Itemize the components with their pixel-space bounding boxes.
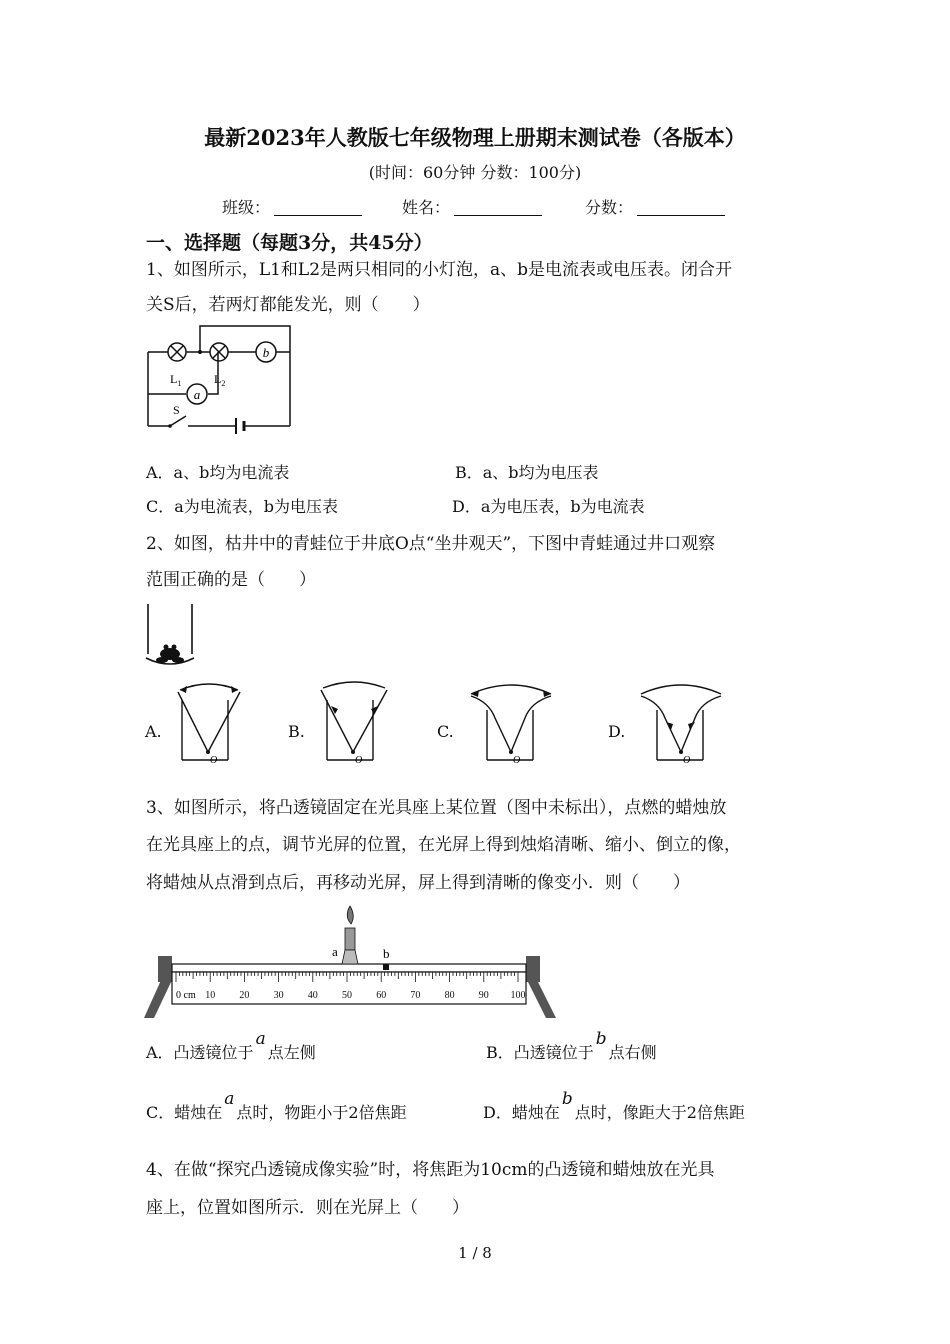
ruler-tick-label: 30 [273, 990, 284, 1001]
frog-well-figure [140, 600, 200, 672]
well-diagram-c [465, 680, 565, 765]
meter-a-label: a [193, 387, 201, 402]
q1-option-c[interactable]: C．a为电流表，b为电压表 [146, 497, 339, 516]
point-o-label: O [210, 755, 218, 765]
name-blank[interactable] [454, 199, 542, 216]
q1-line2: 关S后，若两灯都能发光，则（ ） [146, 295, 430, 315]
well-diagram-b [315, 680, 395, 765]
q3-option-b[interactable]: B．凸透镜位于b点右侧 [486, 1029, 657, 1062]
class-label: 班级： [222, 198, 271, 217]
q3-line2: 在光具座上的点，调节光屏的位置，在光屏上得到烛焰清晰、缩小、倒立的像， [146, 835, 741, 855]
q1-line1: 1、如图所示，L1和L2是两只相同的小灯泡，a、b是电流表或电压表。闭合开 [146, 260, 733, 280]
name-field [402, 195, 542, 218]
class-blank[interactable] [274, 199, 362, 216]
q1-option-b[interactable]: B．a、b均为电压表 [455, 463, 599, 482]
q4-line1: 4、在做“探究凸透镜成像实验”时，将焦距为10cm的凸透镜和蜡烛放在光具 [146, 1160, 715, 1180]
lamp1-label: $L_1$ [170, 372, 182, 388]
score-blank[interactable] [637, 199, 725, 216]
q3-line3: 将蜡烛从点滑到点后，再移动光屏，屏上得到清晰的像变小．则（ ） [146, 873, 690, 893]
ruler-tick-label: 90 [478, 990, 489, 1001]
ruler-tick-label: 50 [342, 990, 352, 1001]
q1-option-d[interactable]: D．a为电压表，b为电流表 [452, 497, 645, 516]
q3-option-d[interactable]: D．蜡烛在b点时，像距大于2倍焦距 [483, 1089, 745, 1122]
q2-option-a[interactable]: A. [145, 722, 162, 741]
lamp2-label: $L_2$ [214, 372, 226, 388]
ruler-tick-label: 70 [410, 990, 421, 1001]
well-diagram-d [635, 680, 735, 765]
mark-a-label: a [332, 944, 338, 959]
exam-subtitle: (时间：60分钟 分数：100分) [368, 163, 582, 182]
q2-option-c[interactable]: C. [437, 722, 454, 741]
optical-bench-figure [140, 900, 560, 1020]
q4-line2: 座上，位置如图所示．则在光屏上（ ） [146, 1198, 469, 1218]
well-diagram-a [170, 680, 250, 765]
page-number: 1 / 8 [458, 1244, 492, 1262]
ruler-tick-label: 10 [205, 990, 216, 1001]
section-heading: 一、选择题（每题3分，共45分） [146, 232, 433, 254]
page-title: 最新2023年人教版七年级物理上册期末测试卷（各版本） [204, 125, 746, 150]
ruler-tick-label: 60 [376, 990, 387, 1001]
q3-option-c[interactable]: C．蜡烛在a点时，物距小于2倍焦距 [146, 1089, 407, 1122]
name-label: 姓名： [402, 198, 451, 217]
point-o-label: O [513, 755, 521, 765]
q2-line2: 范围正确的是（ ） [146, 570, 316, 590]
ruler-tick-label: 80 [444, 990, 455, 1001]
ruler-tick-label: 20 [239, 990, 250, 1001]
q2-option-b[interactable]: B. [288, 722, 305, 741]
meter-b-label: b [262, 345, 270, 360]
class-field [222, 195, 362, 218]
q1-circuit-diagram [140, 320, 300, 438]
q2-option-d[interactable]: D. [608, 722, 626, 741]
switch-label: S [173, 403, 180, 417]
score-label: 分数： [585, 198, 634, 217]
q1-option-a[interactable]: A．a、b均为电流表 [146, 463, 290, 482]
score-field [585, 195, 725, 218]
q2-line1: 2、如图，枯井中的青蛙位于井底O点“坐井观天”，下图中青蛙通过井口观察 [146, 534, 716, 554]
q3-option-a[interactable]: A．凸透镜位于a点左侧 [146, 1029, 316, 1062]
ruler-tick-label: 40 [307, 990, 318, 1001]
q3-line1: 3、如图所示，将凸透镜固定在光具座上某位置（图中未标出），点燃的蜡烛放 [146, 798, 727, 818]
mark-b-label: b [383, 946, 390, 961]
point-o-label: O [683, 755, 691, 765]
scale-unit: 0 cm [176, 990, 196, 1001]
point-o-label: O [355, 755, 363, 765]
ruler-tick-label: 100 [510, 990, 526, 1001]
